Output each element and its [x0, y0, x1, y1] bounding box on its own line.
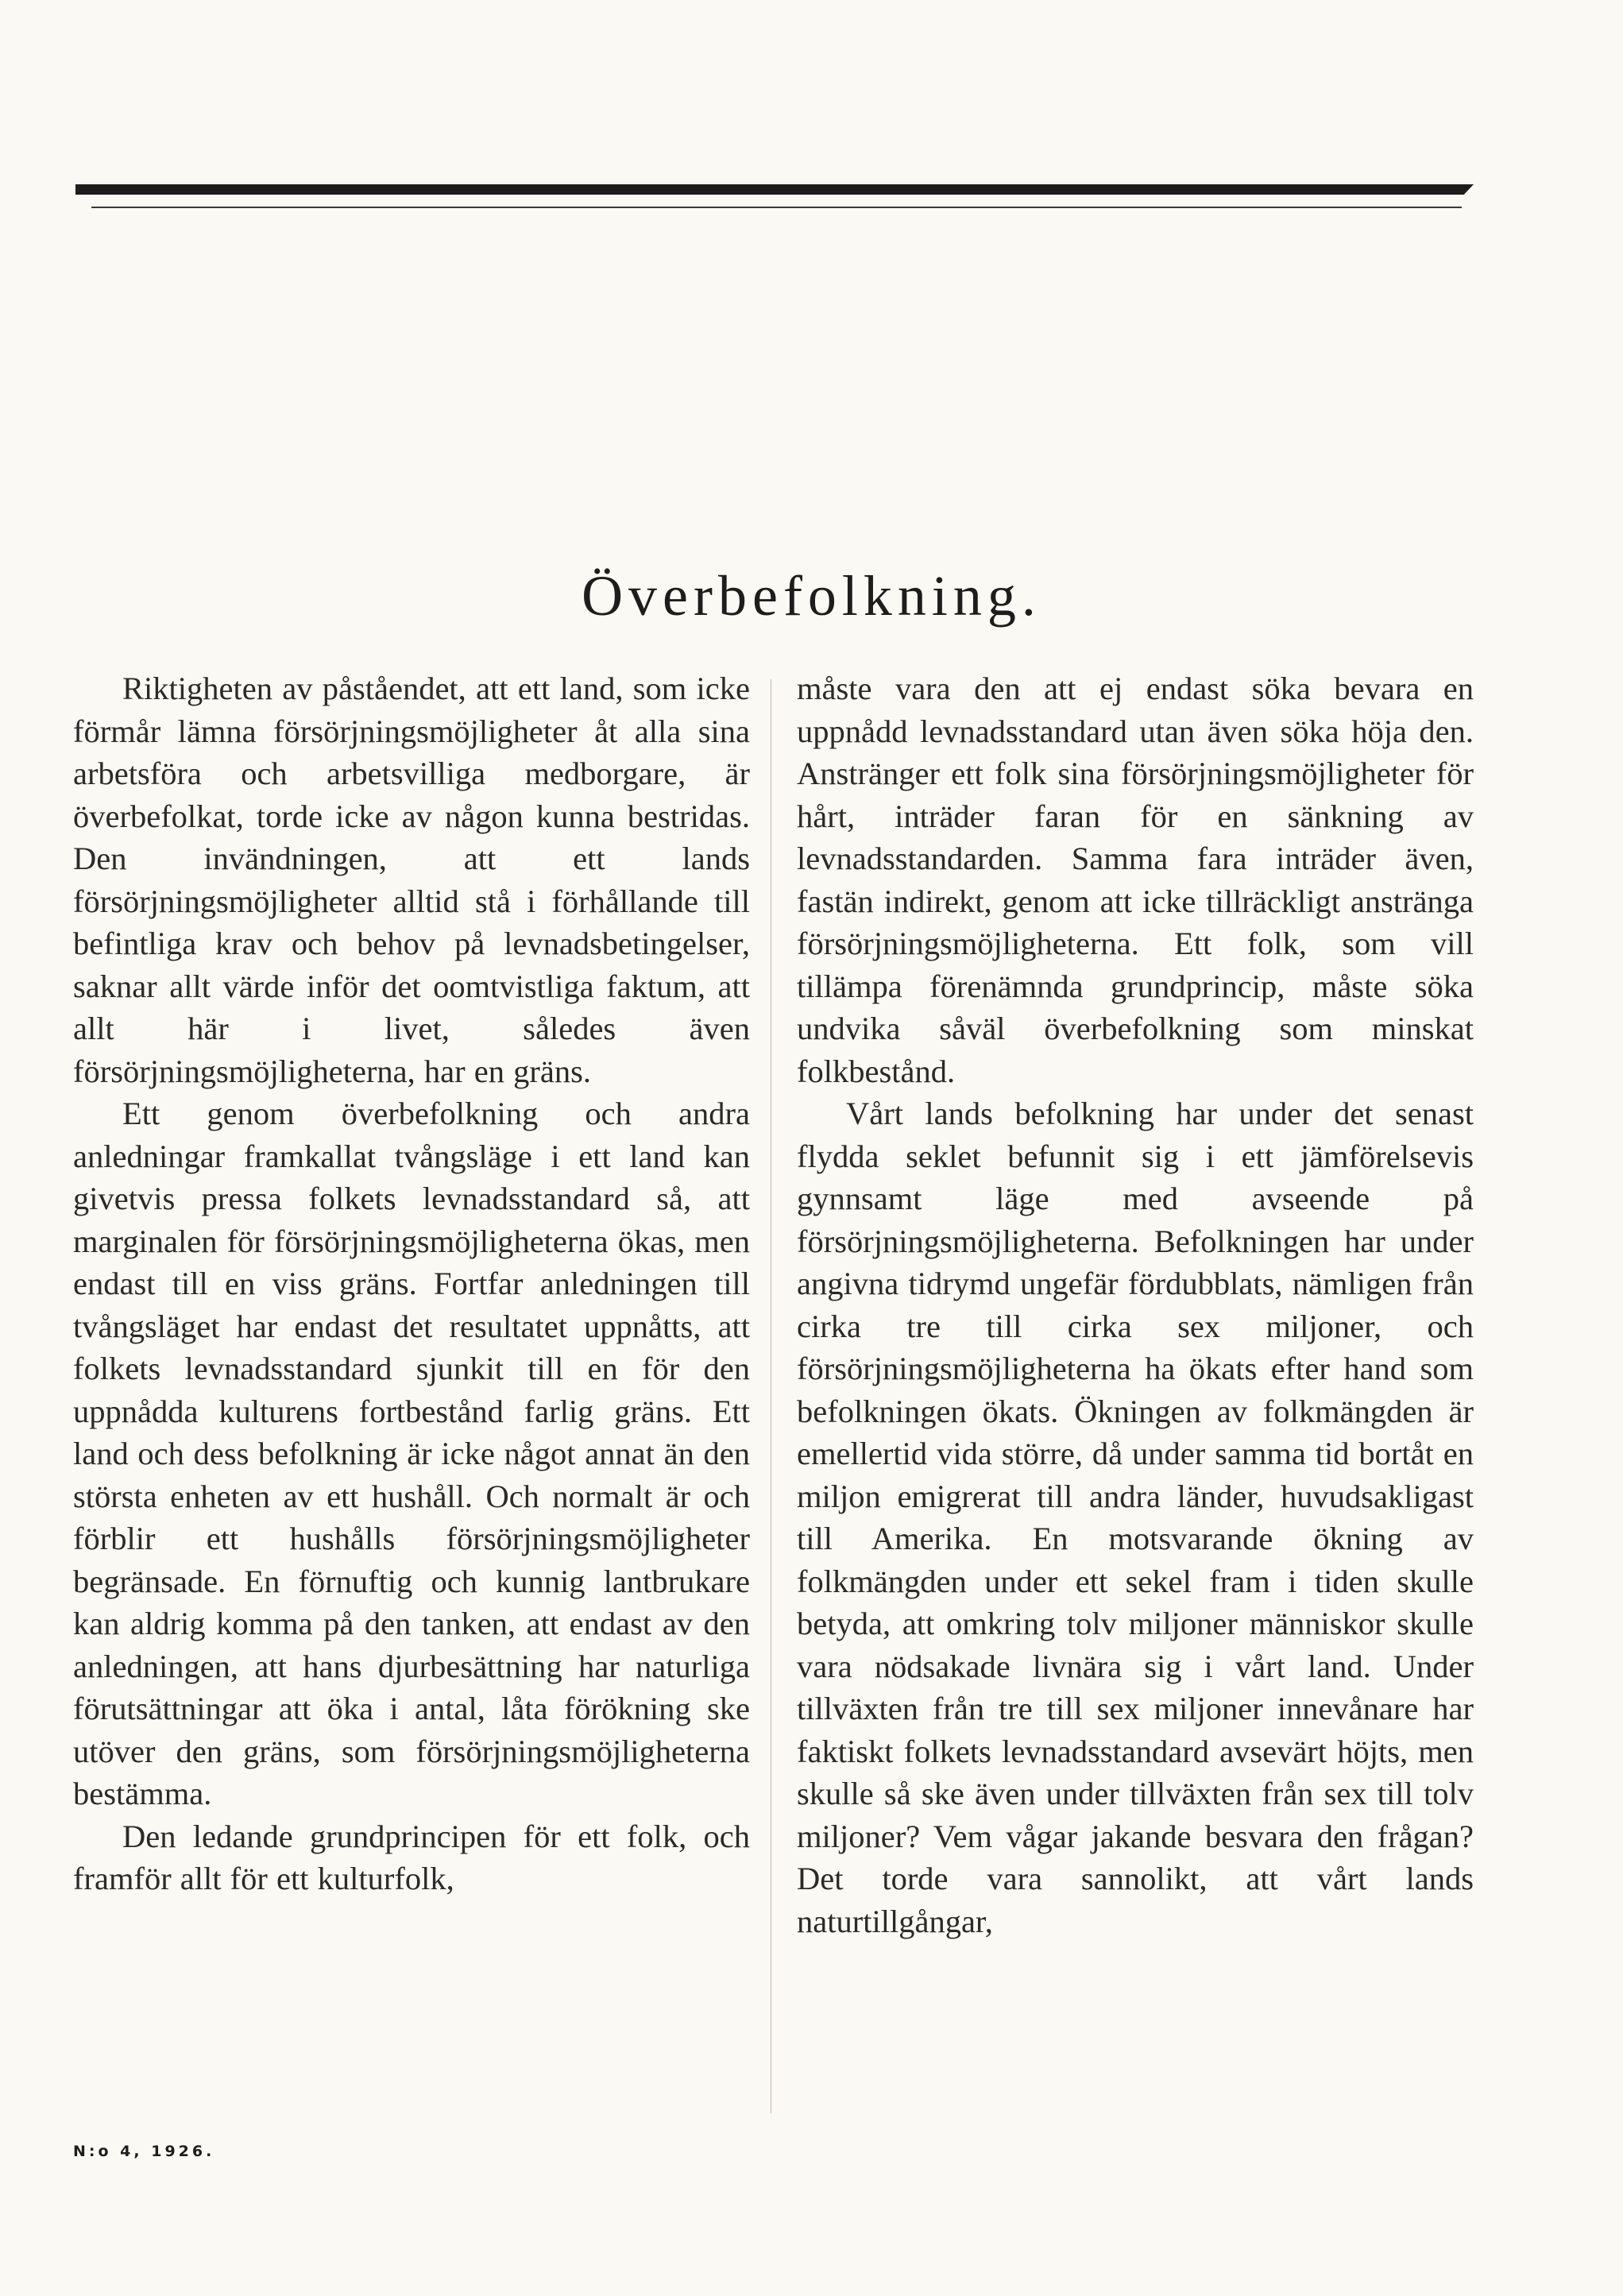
paragraph: Vårt lands befolkning har under det senast flydda seklet befunnit sig i ett jämförelsevis gynnsamt läge med avseende på försörjningsmöjligheterna. Befolkningen har under angivna tidrymd ungefär fördubblats, nämligen från cirka tre till cirka sex miljoner, och försörjningsmöjligheterna ha ökats efter hand som befolkningen ökats. Ökningen av folkmängden är emellertid vida större, då under samma tid bortåt en miljon emigrerat till andra länder, huvudsakligast till Amerika. En motsvarande ökning av folkmängden under ett sekel fram i tiden skulle betyda, att omkring tolv miljoner människor skulle vara nödsakade livnära sig i vårt land. Under tillväxten från tre till sex miljoner innevånare har faktiskt folkets levnadsstandard avsevärt höjts, men skulle så ske även under tillväxten från sex till tolv miljoner? Vem vågar jakande besvara den frågan? Det torde vara sannolikt, att vårt lands naturtillgångar,: [797, 1096, 1474, 1939]
header-rule-thick: [75, 184, 1474, 195]
paragraph: Riktigheten av påståendet, att ett land, som icke förmår lämna försörjningsmöjligheter åt alla sina arbetsföra och arbetsvilliga medborgare, är överbefolkat, torde icke av någon kunna bestridas. Den invändningen, att ett lands försörjningsmöjligheter alltid stå i förhållande till befintliga krav och behov på levnadsbetingelser, saknar allt värde inför det oomtvistliga faktum, att allt här i livet, således även försörjningsmöjligheterna, har en gräns.: [73, 671, 750, 1089]
right-column: [797, 667, 1474, 1942]
left-column: [73, 667, 750, 1900]
header-rule-thin: [91, 207, 1462, 208]
article-title: Överbefolkning.: [582, 564, 1041, 628]
issue-footer: N:o 4, 1926.: [73, 2143, 215, 2160]
paragraph: Den ledande grundprincipen för ett folk, och framför allt för ett kulturfolk,: [73, 1818, 750, 1896]
paragraph: Ett genom överbefolkning och andra anledningar framkallat tvångsläge i ett land kan givetvis pressa folkets levnadsstandard så, att marginalen för försörjningsmöjligheterna ökas, men endast till en viss gräns. Fortfar anledningen till tvångsläget har endast det resultatet uppnåtts, att folkets levnadsstandard sjunkit till en för den uppnådda kulturens fortbestånd farlig gräns. Ett land och dess befolkning är icke något annat än den största enheten av ett hushåll. Och normalt är och förblir ett hushålls försörjningsmöjligheter begränsade. En förnuftig och kunnig lantbrukare kan aldrig komma på den tanken, att endast av den anledningen, att hans djurbesättning har naturliga förutsättningar att öka i antal, låta förökning ske utöver den gräns, som försörjningsmöjligheterna bestämma.: [73, 1096, 750, 1811]
paragraph: måste vara den att ej endast söka bevara en uppnådd levnadsstandard utan även söka höja den. Anstränger ett folk sina försörjningsmöjligheter för hårt, inträder faran för en sänkning av levnadsstandarden. Samma fara inträder även, fastän indirekt, genom att icke tillräckligt anstränga försörjningsmöjligheterna. Ett folk, som vill tillämpa förenämnda grundprincip, måste söka undvika såväl överbefolkning som minskat folkbestånd.: [797, 671, 1474, 1089]
